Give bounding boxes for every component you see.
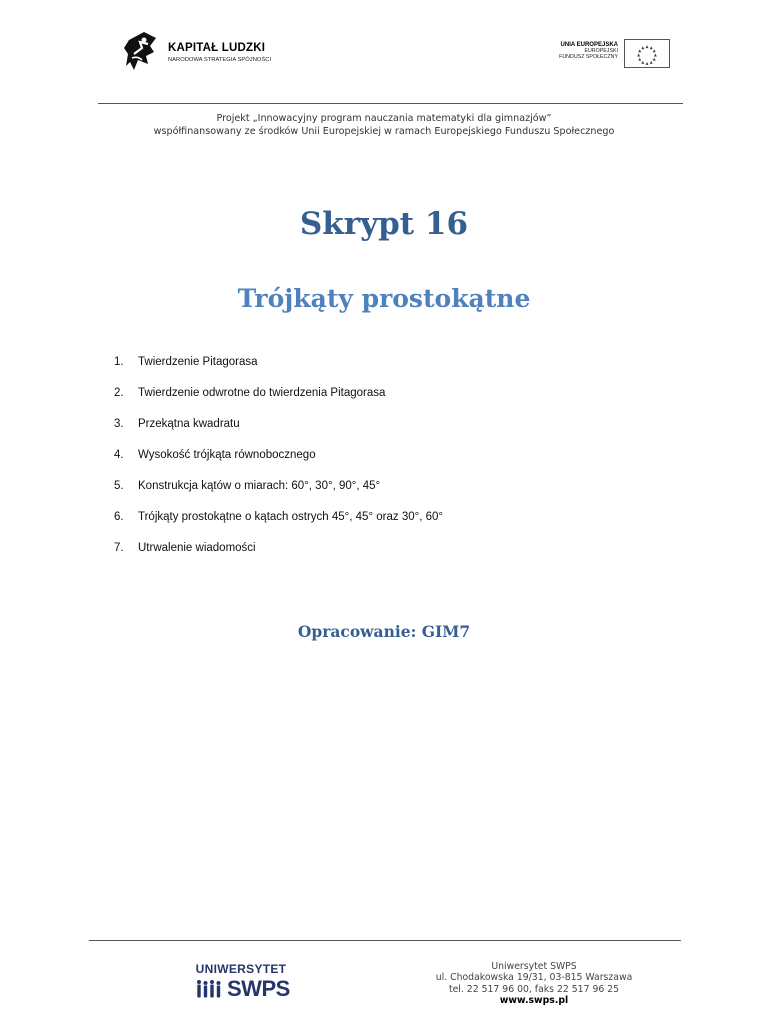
toc-item-number: 4. bbox=[114, 449, 124, 461]
eu-logo-line1: UNIA EUROPEJSKA bbox=[560, 42, 618, 48]
footer-divider bbox=[89, 940, 681, 941]
toc-item-text: Twierdzenie Pitagorasa bbox=[138, 356, 258, 368]
toc-item-text: Przekątna kwadratu bbox=[138, 418, 240, 430]
footer-address bbox=[400, 961, 668, 1006]
toc-item-number: 2. bbox=[114, 387, 124, 399]
toc-item-text: Konstrukcja kątów o miarach: 60°, 30°, 90°, 45° bbox=[138, 480, 381, 492]
eu-logo-text bbox=[559, 42, 618, 60]
toc-item-number: 5. bbox=[114, 480, 124, 492]
eu-logo-line3: FUNDUSZ SPOŁECZNY bbox=[559, 54, 618, 60]
address-phone: tel. 22 517 96 00, faks 22 517 96 25 bbox=[448, 983, 620, 995]
address-street: ul. Chodakowska 19/31, 03-815 Warszawa bbox=[435, 972, 633, 984]
project-line-1: Projekt „Innowacyjny program nauczania matematyki dla gimnazjów” bbox=[216, 113, 552, 124]
project-info bbox=[0, 112, 768, 138]
eu-flag-icon bbox=[624, 39, 670, 68]
swps-logo-line1: UNIWERSYTET bbox=[195, 962, 287, 976]
kapital-ludzki-subtitle: NARODOWA STRATEGIA SPÓJNOŚCI bbox=[168, 57, 272, 63]
toc-item-number: 7. bbox=[114, 542, 124, 554]
eu-logo bbox=[552, 38, 670, 70]
toc-item-text: Twierdzenie odwrotne do twierdzenia Pitagorasa bbox=[138, 387, 386, 399]
toc-item-text: Wysokość trójkąta równobocznego bbox=[138, 449, 316, 461]
people-figures-icon bbox=[195, 979, 225, 999]
address-website-link[interactable]: www.swps.pl bbox=[499, 994, 569, 1006]
toc-item-number: 6. bbox=[114, 511, 124, 523]
author-credit: Opracowanie: GIM7 bbox=[297, 622, 471, 641]
kapital-ludzki-mark-icon bbox=[124, 30, 158, 76]
toc-item-text: Trójkąty prostokątne o kątach ostrych 45°, 45° oraz 30°, 60° bbox=[138, 511, 443, 523]
toc-item-text: Utrwalenie wiadomości bbox=[138, 542, 256, 554]
address-name: Uniwersytet SWPS bbox=[491, 961, 577, 972]
kapital-ludzki-logo bbox=[124, 30, 284, 76]
swps-logo bbox=[193, 962, 289, 1002]
document-title: Skrypt 16 bbox=[299, 206, 469, 242]
header-divider bbox=[98, 103, 683, 104]
swps-logo-line2: SWPS bbox=[227, 976, 290, 1001]
kapital-ludzki-title: KAPITAŁ LUDZKI bbox=[168, 42, 266, 54]
toc-item-number: 3. bbox=[114, 418, 124, 430]
project-line-2: współfinansowany ze środków Unii Europejskiej w ramach Europejskiego Funduszu Społecznego bbox=[153, 126, 615, 137]
toc-item-number: 1. bbox=[114, 356, 124, 368]
eu-logo-line2: EUROPEJSKI bbox=[584, 48, 618, 54]
document-subtitle: Trójkąty prostokątne bbox=[237, 284, 531, 313]
